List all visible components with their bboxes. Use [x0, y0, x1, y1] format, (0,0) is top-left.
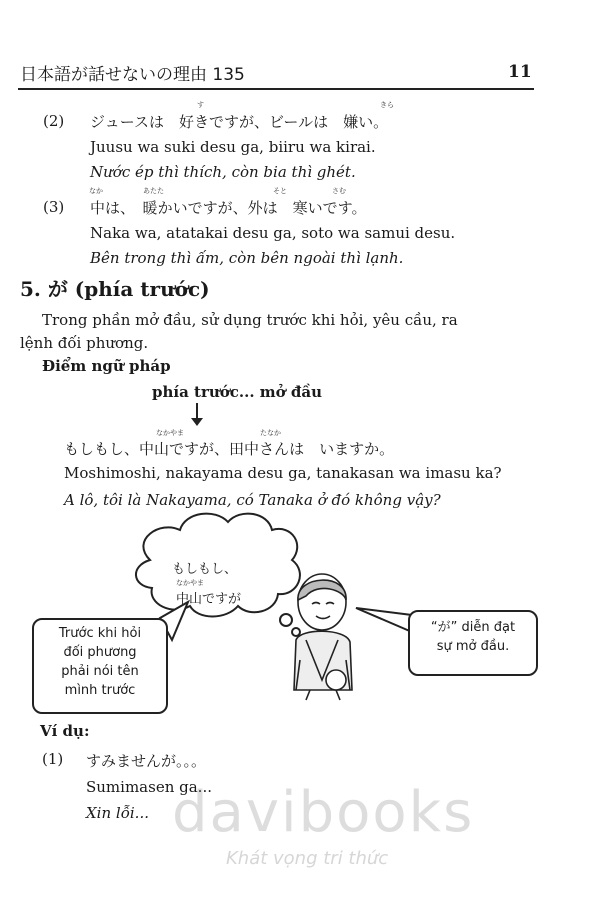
bubble-line: mình trước	[64, 683, 136, 698]
romaji-sentence: Juusu wa suki desu ga, biiru wa kirai.	[90, 138, 376, 156]
bubble-line: phải nói tên	[61, 664, 139, 679]
furigana: そと	[273, 187, 287, 195]
grammar-example-vietnamese: A lô, tôi là Nakayama, có Tanaka ở đó không vậy?	[64, 491, 441, 509]
section-heading: 5. が (phía trước)	[20, 277, 210, 301]
vietnamese-translation: Nước ép thì thích, còn bia thì ghét.	[90, 163, 356, 181]
vietnamese-translation: Bên trong thì ấm, còn bên ngoài thì lạnh.	[90, 249, 404, 267]
example-number: (2)	[43, 112, 65, 130]
example-vietnamese: Xin lỗi...	[86, 804, 149, 822]
examples-heading: Ví dụ:	[40, 722, 90, 740]
furigana: さむ	[332, 187, 346, 195]
bubble-line: “が” diễn đạt	[430, 620, 516, 635]
right-bubble-tail	[356, 608, 412, 632]
japanese-sentence: ジュースは 好きですが、ビールは 嫌い。	[90, 113, 389, 131]
speech-bubble-left	[32, 618, 168, 714]
furigana: なか	[89, 187, 103, 195]
page-number: 11	[508, 62, 532, 82]
thought-furigana: なかやま	[176, 579, 204, 587]
bubble-line: đối phương	[63, 645, 137, 660]
furigana: なかやま	[156, 429, 184, 437]
bubble-line: sự mở đầu.	[436, 639, 510, 654]
japanese-sentence: 中は、 暖かいですが、外は 寒いです。	[90, 199, 367, 217]
intro-line-1: Trong phần mở đầu, sử dụng trước khi hỏi, yêu cầu, ra	[42, 311, 458, 329]
example-number: (1)	[42, 750, 64, 768]
example-number: (3)	[43, 198, 65, 216]
example-romaji: Sumimasen ga...	[86, 778, 212, 796]
furigana: あたた	[143, 187, 164, 195]
intro-line-2: lệnh đối phương.	[20, 334, 149, 352]
furigana: たなか	[260, 429, 281, 437]
thought-line-2: 中山ですが	[176, 592, 242, 607]
watermark-tagline: Khát vọng tri thức	[226, 848, 389, 869]
thought-line-1: もしもし、	[172, 562, 238, 577]
furigana: す	[197, 101, 204, 109]
example-japanese: すみませんが。。。	[86, 752, 207, 770]
running-header-title: 日本語が話せないの理由 135	[20, 65, 245, 85]
furigana: きら	[380, 101, 394, 109]
grammar-example-romaji: Moshimoshi, nakayama desu ga, tanakasan wa imasu ka?	[64, 464, 502, 482]
speech-bubble-right	[408, 610, 538, 676]
grammar-example-japanese: もしもし、中山ですが、田中さんは いますか。	[64, 440, 395, 458]
woman-figure	[294, 574, 352, 700]
bubble-line: Trước khi hỏi	[58, 626, 142, 641]
watermark-brand: davibooks	[172, 780, 475, 845]
grammar-heading: Điểm ngữ pháp	[42, 357, 171, 375]
romaji-sentence: Naka wa, atatakai desu ga, soto wa samui desu.	[90, 224, 456, 242]
grammar-label: phía trước... mở đầu	[152, 383, 323, 401]
